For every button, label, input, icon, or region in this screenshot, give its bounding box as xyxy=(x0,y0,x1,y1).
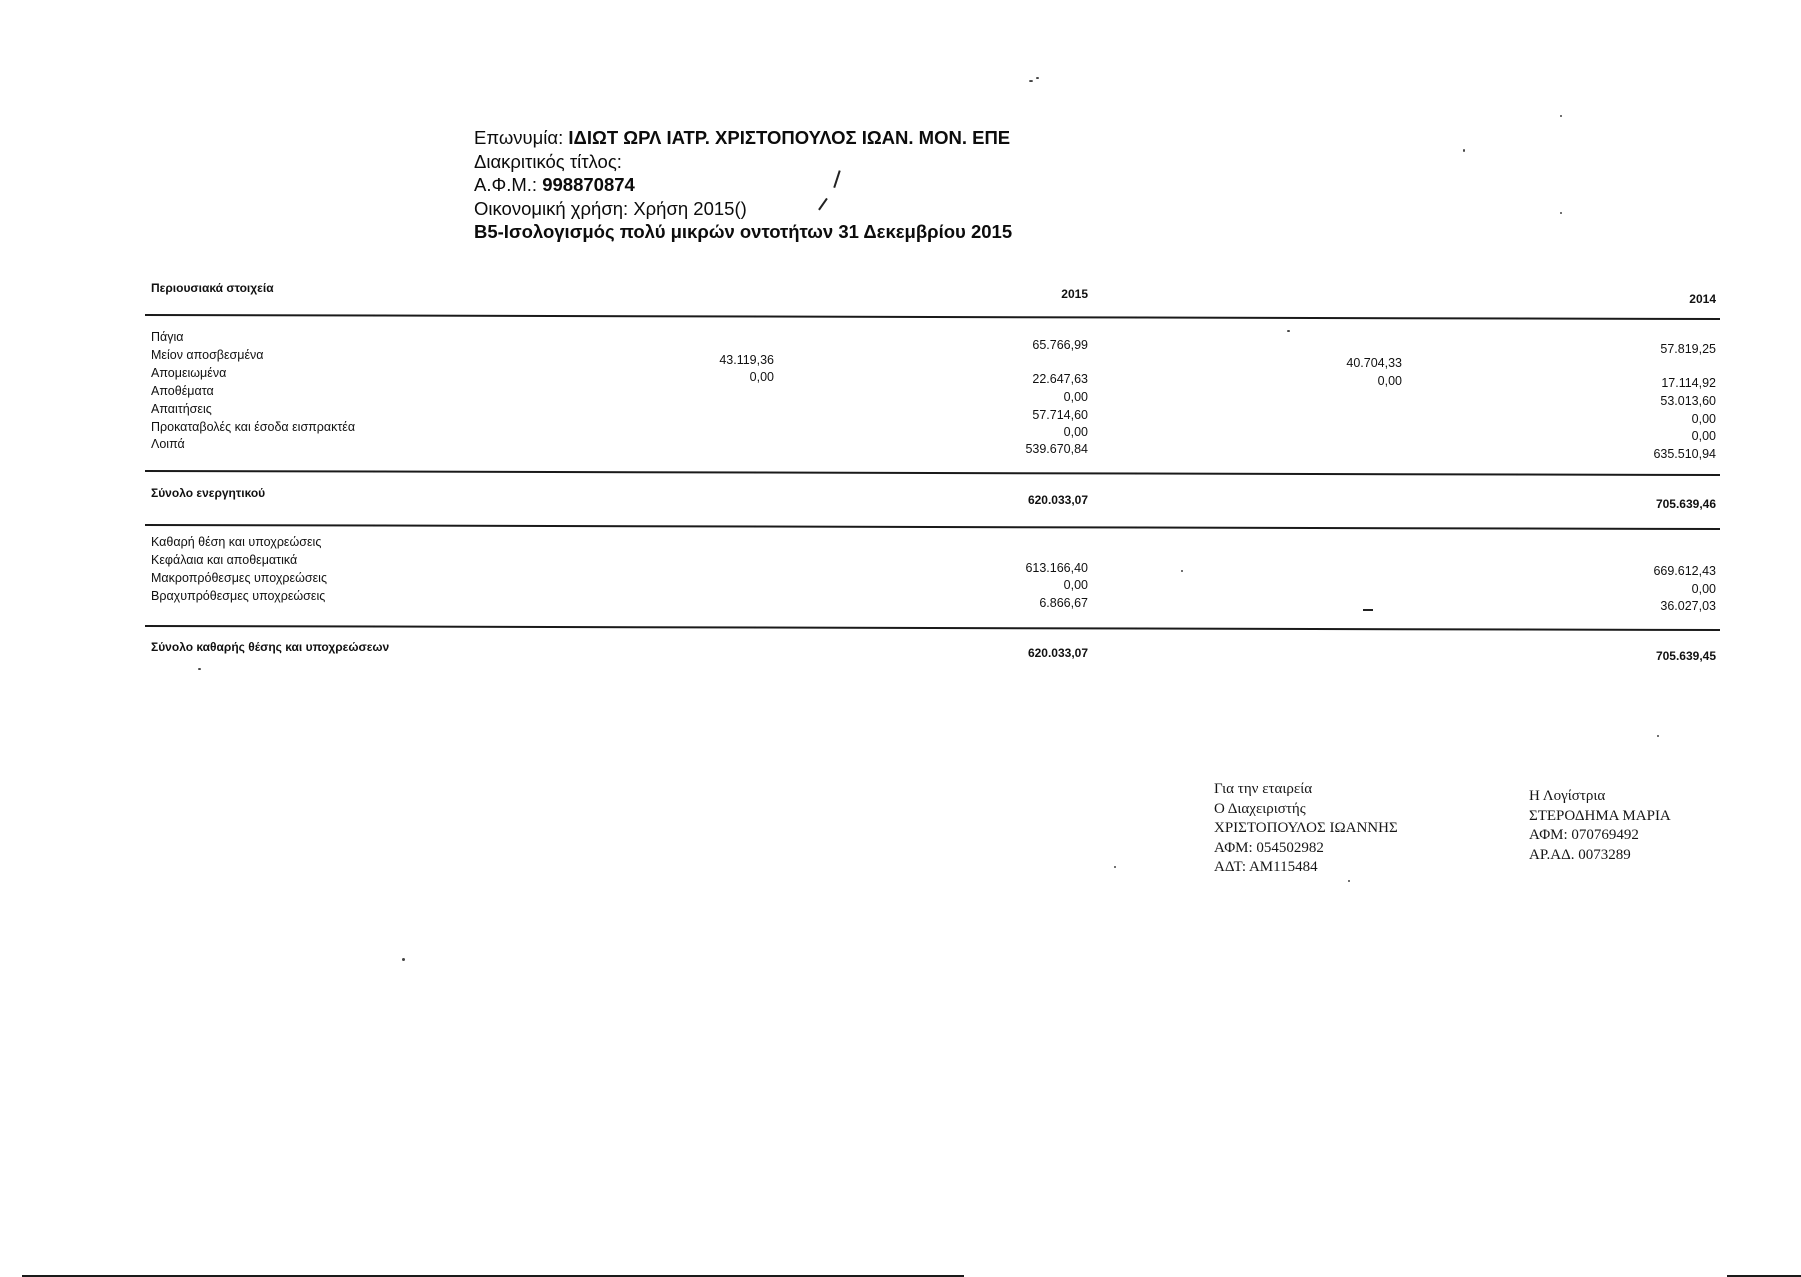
accountant-line: ΑΡ.ΑΔ. 0073289 xyxy=(1529,846,1631,863)
asset-row-label: Προκαταβολές και έσοδα εισπρακτέα xyxy=(151,420,356,434)
liabilities-total-2015: 620.033,07 xyxy=(1027,646,1088,660)
impaired-2015: 0,00 xyxy=(749,370,774,384)
depreciation-2015: 43.119,36 xyxy=(719,353,774,367)
liability-value-2014: 36.027,03 xyxy=(1660,599,1716,613)
fiscal-year-line xyxy=(474,197,1012,221)
scan-speck xyxy=(1287,330,1290,332)
value-2015: 0,00 xyxy=(1063,425,1088,439)
company-name-line xyxy=(474,126,1012,150)
liability-value-2015: 613.166,40 xyxy=(1025,561,1088,575)
value-2014: 17.114,92 xyxy=(1661,376,1716,390)
distinctive-title-line xyxy=(474,150,1012,174)
asset-row-label: Απομειωμένα xyxy=(151,366,227,380)
depreciation-2014: 40.704,33 xyxy=(1346,356,1402,370)
assets-section-title: Περιουσιακά στοιχεία xyxy=(151,281,274,295)
company-header xyxy=(474,126,1012,244)
liabilities-total-label: Σύνολο καθαρής θέσης και υποχρεώσεων xyxy=(151,640,390,654)
value-2014: 57.819,25 xyxy=(1660,342,1716,356)
manager-line: ΧΡΙΣΤΟΠΟΥΛΟΣ ΙΩΑΝΝΗΣ xyxy=(1214,820,1398,836)
liabilities-total-rule xyxy=(145,625,1720,631)
value-2014: 635.510,94 xyxy=(1653,447,1716,461)
value-2015: 57.714,60 xyxy=(1032,408,1088,422)
assets-total-2014: 705.639,46 xyxy=(1655,497,1716,511)
header-rule xyxy=(145,314,1720,320)
fiscal-year-value: Χρήση 2015() xyxy=(633,197,747,219)
scan-speck xyxy=(1348,880,1350,882)
assets-total-2015: 620.033,07 xyxy=(1027,493,1088,507)
asset-row-label: Πάγια xyxy=(151,330,184,344)
accountant-line: ΑΦΜ: 070769492 xyxy=(1529,827,1639,843)
value-2014: 0,00 xyxy=(1691,429,1716,443)
manager-line: Για την εταιρεία xyxy=(1214,781,1313,797)
liability-value-2014: 0,00 xyxy=(1691,582,1716,596)
scan-speck xyxy=(1560,212,1562,214)
bottom-scan-line xyxy=(1727,1275,1801,1277)
dash-mark xyxy=(1363,609,1373,611)
assets-total-rule xyxy=(145,470,1720,476)
scan-speck xyxy=(1029,80,1033,82)
impaired-2014: 0,00 xyxy=(1377,374,1402,388)
scan-speck xyxy=(1657,735,1659,737)
value-2015: 65.766,99 xyxy=(1032,338,1088,352)
manager-line: Ο Διαχειριστής xyxy=(1214,800,1306,817)
liability-row-label: Μακροπρόθεσμες υποχρεώσεις xyxy=(151,571,327,585)
asset-row-label: Αποθέματα xyxy=(151,384,214,398)
vat-label: Α.Φ.Μ.: xyxy=(474,174,538,195)
vat-value: 998870874 xyxy=(542,174,635,195)
assets-total-label: Σύνολο ενεργητικού xyxy=(151,486,266,500)
manager-line: ΑΦΜ: 054502982 xyxy=(1214,839,1324,856)
scan-speck xyxy=(1560,115,1562,117)
liability-value-2015: 6.866,67 xyxy=(1039,596,1088,610)
bottom-scan-line xyxy=(22,1275,964,1277)
scan-speck xyxy=(1181,570,1183,572)
accountant-line: Η Λογίστρια xyxy=(1529,788,1606,804)
accountant-signature-block xyxy=(1529,787,1671,865)
scan-speck xyxy=(1114,866,1116,868)
manager-signature-block xyxy=(1214,780,1398,878)
year-2014-header: 2014 xyxy=(1689,292,1716,306)
liabilities-rule xyxy=(145,524,1720,530)
value-2015: 22.647,63 xyxy=(1032,372,1088,386)
accountant-line: ΣΤΕΡΟΔΗΜΑ ΜΑΡΙΑ xyxy=(1529,807,1671,824)
asset-row-label: Λοιπά xyxy=(151,437,185,451)
value-2015: 0,00 xyxy=(1063,390,1088,404)
liability-row-label: Κεφάλαια και αποθεματικά xyxy=(151,553,298,567)
liability-value-2015: 0,00 xyxy=(1063,578,1088,592)
scan-speck xyxy=(1036,77,1039,79)
vat-line xyxy=(474,173,1012,197)
scan-speck xyxy=(1463,149,1465,152)
liability-row-label: Βραχυπρόθεσμες υποχρεώσεις xyxy=(151,589,326,603)
distinctive-title-label: Διακριτικός τίτλος: xyxy=(474,150,622,172)
liabilities-total-2014: 705.639,45 xyxy=(1655,649,1716,663)
value-2014: 0,00 xyxy=(1691,412,1716,426)
asset-row-label: Μείον αποσβεσμένα xyxy=(151,348,264,362)
fiscal-year-label: Οικονομική χρήση: xyxy=(474,197,629,219)
value-2014: 53.013,60 xyxy=(1660,394,1716,408)
value-2015: 539.670,84 xyxy=(1025,442,1088,456)
manager-line: ΑΔΤ: ΑΜ115484 xyxy=(1214,859,1318,875)
liability-row-label: Καθαρή θέση και υποχρεώσεις xyxy=(151,535,322,549)
company-name-label: Επωνυμία: xyxy=(474,127,564,148)
asset-row-label: Απαιτήσεις xyxy=(151,402,212,416)
scan-speck xyxy=(402,958,405,961)
company-name-value: ΙΔΙΩΤ ΩΡΛ ΙΑΤΡ. ΧΡΙΣΤΟΠΟΥΛΟΣ ΙΩΑΝ. ΜΟΝ. ΕΠΕ xyxy=(568,127,1011,148)
report-title: Β5-Ισολογισμός πολύ μικρών οντοτήτων 31 Δεκεμβρίου 2015 xyxy=(474,221,1013,242)
year-2015-header: 2015 xyxy=(1061,287,1088,301)
liability-value-2014: 669.612,43 xyxy=(1653,564,1716,578)
scan-speck xyxy=(198,668,201,670)
